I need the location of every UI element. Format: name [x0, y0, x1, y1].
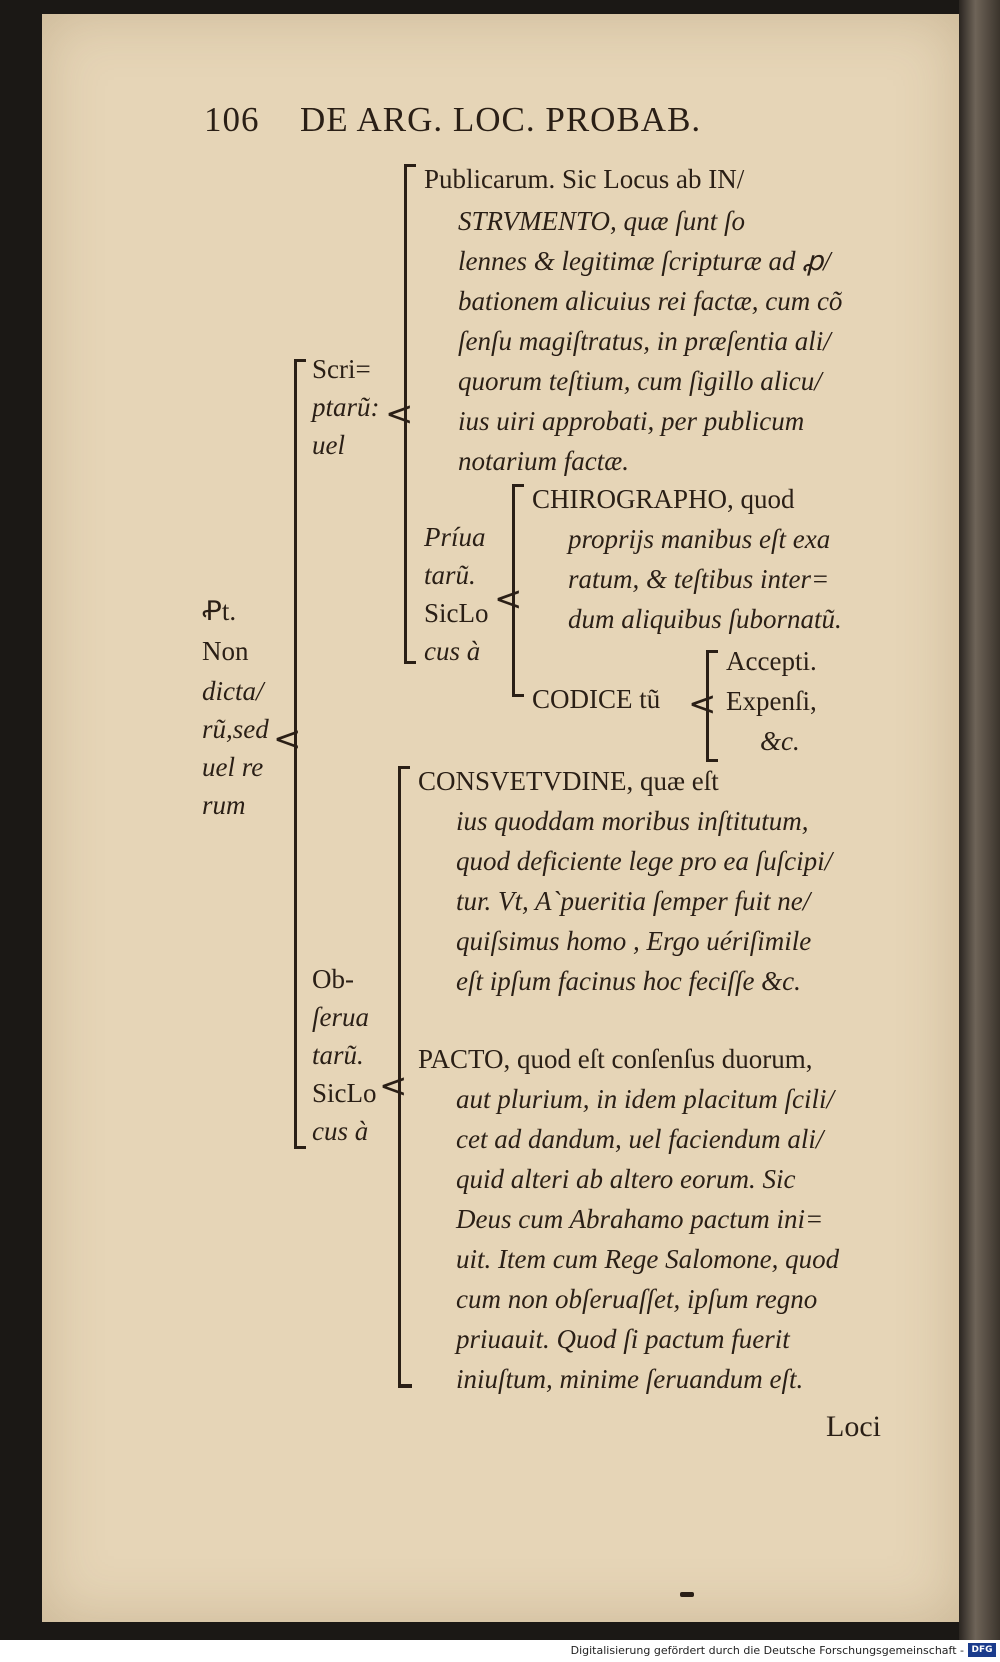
- pacto-line: cet ad dandum, uel faciendum ali/: [456, 1124, 824, 1154]
- privatarum-label-line: cus à: [424, 636, 481, 666]
- observatarum-label-line: Ob-: [312, 964, 354, 994]
- codice-brace-cap-bottom: [706, 759, 718, 762]
- publicarum-line: STRVMENTO, quæ ſunt ſo: [458, 206, 746, 236]
- pacto-line: PACTO, quod eſt conſenſus duorum,: [418, 1044, 813, 1074]
- outer-brace-cap-top: [294, 359, 306, 362]
- pacto-line: uit. Item cum Rege Salomone, quod: [456, 1244, 840, 1274]
- pacto-line: iniuſtum, minime ſeruandum eſt.: [456, 1364, 804, 1394]
- observatarum-label-line: tarũ.: [312, 1040, 364, 1070]
- publicarum-line: bationem alicuius rei factæ, cum cõ: [458, 286, 843, 316]
- chirographo-line: CHIROGRAPHO, quod: [532, 484, 795, 514]
- observatarum-label-line: SicLo: [312, 1078, 377, 1108]
- book-page: [42, 14, 959, 1622]
- pacto-line: priuauit. Quod ſi pactum fuerit: [456, 1324, 790, 1354]
- publicarum-line: ius uiri approbati, per publicum: [458, 406, 805, 436]
- chirographo-line: dum aliquibus ſubornatũ.: [568, 604, 842, 634]
- catchword: Loci: [826, 1410, 881, 1443]
- observatarum-brace-cap-bottom: [398, 1384, 412, 1388]
- codice-brace-point: <: [688, 684, 717, 724]
- ink-speck: [680, 1592, 694, 1597]
- publicarum-line: Publicarum. Sic Locus ab IN/: [424, 164, 745, 194]
- privatarum-label-line: Príua: [424, 522, 486, 552]
- outer-label-line: dicta/: [202, 676, 264, 706]
- footer-bar: [0, 1640, 1000, 1662]
- observatarum-label-line: ſerua: [312, 1002, 369, 1032]
- consuetudine-line: ius quoddam moribus inſtitutum,: [456, 806, 809, 836]
- observatarum-brace-point: <: [379, 1066, 408, 1106]
- privatarum-label-line: SicLo: [424, 598, 489, 628]
- consuetudine-line: tur. Vt, A`pueritia ſemper fuit ne/: [456, 886, 811, 916]
- book-edge: [959, 0, 1000, 1640]
- page-number: 106: [204, 100, 260, 139]
- scriptarum-brace-cap-top: [404, 164, 416, 167]
- chirographo-line: ratum, & teſtibus inter=: [568, 564, 830, 594]
- codice-label: CODICE tũ: [532, 684, 661, 714]
- footer-text: Digitalisierung gefördert durch die Deutsche Forschungsgemeinschaft -: [570, 1644, 964, 1657]
- publicarum-line: notarium factæ.: [458, 446, 630, 476]
- scriptarum-label-line: ptarũ:: [312, 392, 380, 422]
- codice-item: &c.: [760, 726, 800, 756]
- scriptarum-label-line: Scri=: [312, 354, 371, 384]
- outer-label-line: Ꝓt.: [202, 596, 237, 626]
- outer-brace-point: <: [273, 719, 302, 759]
- outer-brace-cap-bottom: [294, 1146, 306, 1149]
- outer-label-line: rũ,sed: [202, 714, 269, 744]
- consuetudine-line: eſt ipſum facinus hoc feciſſe &c.: [456, 966, 801, 996]
- privatarum-label-line: tarũ.: [424, 560, 476, 590]
- chirographo-line: proprijs manibus eſt exa: [568, 524, 831, 554]
- outer-label-line: rum: [202, 790, 246, 820]
- consuetudine-line: CONSVETVDINE, quæ eſt: [418, 766, 719, 796]
- pacto-line: Deus cum Abrahamo pactum ini=: [456, 1204, 824, 1234]
- publicarum-line: lennes & legitimæ ſcripturæ ad ꝓ/: [458, 246, 831, 276]
- privatarum-brace-cap-bottom: [512, 694, 524, 697]
- privatarum-brace-cap-top: [512, 484, 524, 487]
- running-head: DE ARG. LOC. PROBAB.: [300, 100, 702, 139]
- pacto-line: aut plurium, in idem placitum ſcili/: [456, 1084, 834, 1114]
- codice-brace-cap-top: [706, 650, 718, 653]
- dfg-logo: DFG: [968, 1643, 996, 1657]
- observatarum-label-line: cus à: [312, 1116, 369, 1146]
- consuetudine-line: quod deficiente lege pro ea ſuſcipi/: [456, 846, 833, 876]
- privatarum-brace-point: <: [494, 579, 523, 619]
- consuetudine-line: quiſsimus homo , Ergo uériſimile: [456, 926, 812, 956]
- scriptarum-brace-cap-bottom: [404, 661, 416, 664]
- scriptarum-brace-point: <: [385, 394, 414, 434]
- scriptarum-label-line: uel: [312, 430, 345, 460]
- outer-label-line: Non: [202, 636, 249, 666]
- publicarum-line: quorum teſtium, cum ſigillo alicu/: [458, 366, 822, 396]
- publicarum-line: ſenſu magiſtratus, in præſentia ali/: [458, 326, 831, 356]
- pacto-line: cum non obſeruaſſet, ipſum regno: [456, 1284, 818, 1314]
- observatarum-brace-cap-top: [398, 766, 410, 769]
- pacto-line: quid alteri ab altero eorum. Sic: [456, 1164, 796, 1194]
- codice-item: Expenſi,: [726, 686, 817, 716]
- outer-label-line: uel re: [202, 752, 264, 782]
- codice-item: Accepti.: [726, 646, 817, 676]
